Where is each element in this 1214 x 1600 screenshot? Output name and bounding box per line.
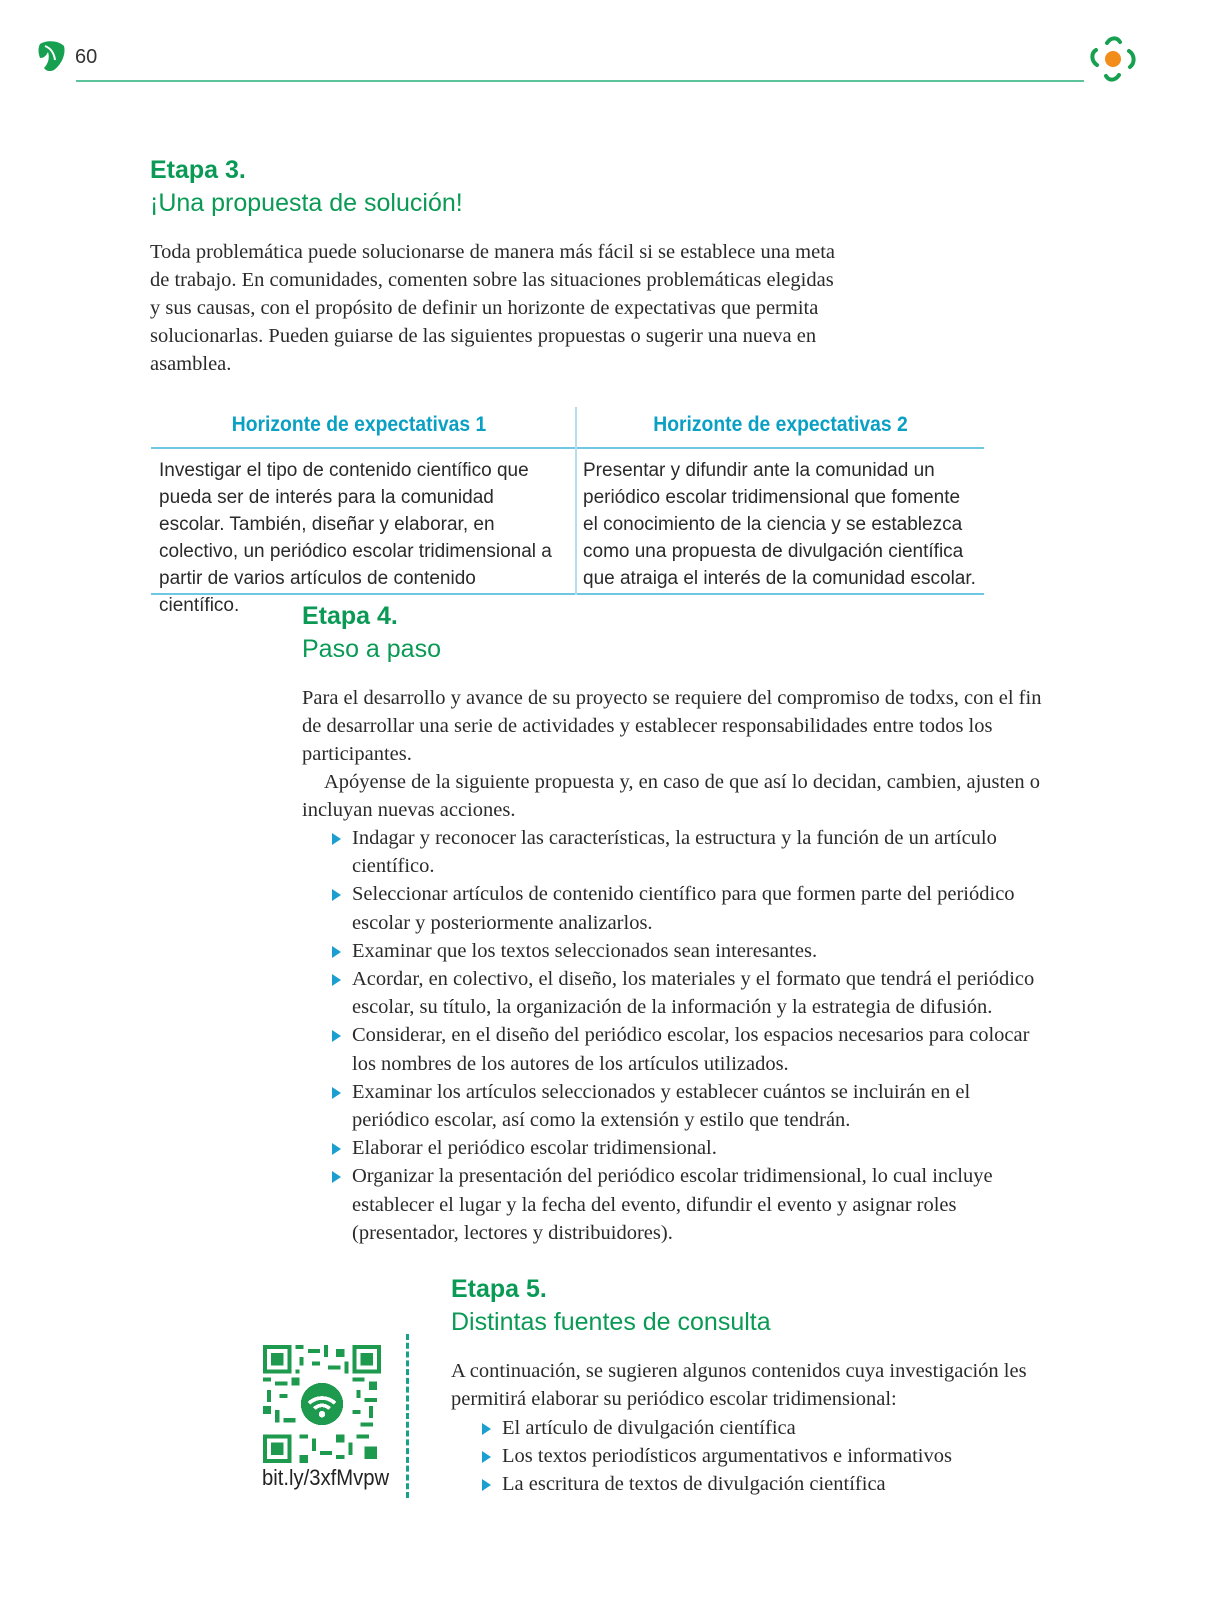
list-item xyxy=(478,1442,1078,1470)
list-item xyxy=(328,965,1052,1021)
stage5-subtitle: Distintas fuentes de consulta xyxy=(451,1308,771,1336)
list-item-text: Examinar que los textos seleccionados sean interesantes. xyxy=(352,939,818,962)
stage4-subtitle: Paso a paso xyxy=(302,635,441,663)
stage5-paragraph xyxy=(451,1357,1081,1413)
stage5-title: Etapa 5. xyxy=(451,1275,547,1303)
bullet-triangle-icon xyxy=(332,946,341,958)
stage4-heading xyxy=(302,600,441,666)
list-item-text: Considerar, en el diseño del periódico escolar, los espacios necesarios para colocar los nombres de los autores de los artículos utilizados. xyxy=(352,1024,1030,1075)
stage4-paragraph-2: Apóyense de la siguiente propuesta y, en caso de que así lo decidan, cambien, ajusten o incluyan nuevas acciones. xyxy=(302,771,1040,821)
table-header-1: Horizonte de expectativas 1 xyxy=(231,413,487,436)
table-cell-2: Presentar y difundir ante la comunidad un periódico escolar tridimensional que fomente el conocimiento de la ciencia y se establezca como una propuesta de divulgación científica que atraiga el interés de la comunidad escolar. xyxy=(583,460,976,589)
list-item xyxy=(328,937,1052,965)
bullet-triangle-icon xyxy=(482,1479,491,1491)
stage5-heading xyxy=(451,1273,771,1339)
list-item-text: Acordar, en colectivo, el diseño, los materiales y el formato que tendrá el periódico escolar, su título, la organización de la información y la estrategia de difusión. xyxy=(352,968,1035,1019)
bullet-triangle-icon xyxy=(332,833,341,845)
bullet-triangle-icon xyxy=(482,1423,491,1435)
header-rule xyxy=(76,80,1084,82)
list-item xyxy=(478,1414,1078,1442)
list-item xyxy=(328,1162,1052,1247)
stage3-paragraph xyxy=(150,238,840,378)
list-item-text: Indagar y reconocer las características, la estructura y la función de un artículo científico. xyxy=(352,827,997,878)
list-item xyxy=(478,1470,1078,1498)
qr-divider xyxy=(406,1334,409,1498)
table-cell-1: Investigar el tipo de contenido científico que pueda ser de interés para la comunidad escolar. También, diseñar y elaborar, en colectivo, un periódico escolar tridimensional a partir de varios artículos de contenido científico. xyxy=(159,460,552,616)
list-item xyxy=(328,824,1052,880)
qr-code-icon[interactable] xyxy=(263,1345,381,1463)
bullet-triangle-icon xyxy=(482,1451,491,1463)
qr-link[interactable]: bit.ly/3xfMvpw xyxy=(262,1465,390,1490)
table-column-1 xyxy=(151,407,567,619)
table-column-2 xyxy=(577,407,984,592)
table-header-2: Horizonte de expectativas 2 xyxy=(653,413,908,436)
list-item xyxy=(328,1021,1052,1077)
bullet-triangle-icon xyxy=(332,1087,341,1099)
stage4-paragraphs xyxy=(302,684,1044,824)
bullet-triangle-icon xyxy=(332,1143,341,1155)
community-logo-icon xyxy=(1087,33,1139,85)
stage3-text: Toda problemática puede solucionarse de manera más fácil si se establece una meta de trabajo. En comunidades, comenten sobre las situaciones problemáticas elegidas y sus causas, con el propósito de definir un horizonte de expectativas que permita solucionarlas. Pueden guiarse de las siguientes propuestas o sugerir una nueva en asamblea. xyxy=(150,241,836,375)
page-number: 60 xyxy=(75,46,98,68)
list-item xyxy=(328,1134,1052,1162)
list-item-text: Examinar los artículos seleccionados y establecer cuántos se incluirán en el periódico escolar, así como la extensión y estilo que tendrán. xyxy=(352,1080,971,1132)
list-item xyxy=(328,880,1052,936)
stage3-subtitle: ¡Una propuesta de solución! xyxy=(150,189,463,217)
stage4-list xyxy=(328,824,1052,1247)
list-item-text: Elaborar el periódico escolar tridimensional. xyxy=(352,1137,717,1160)
list-item-text: Seleccionar artículos de contenido científico para que formen parte del periódico escolar y posteriormente analizarlos. xyxy=(352,883,1015,934)
list-item-text: Los textos periodísticos argumentativos e informativos xyxy=(502,1445,952,1468)
stage4-paragraph-1: Para el desarrollo y avance de su proyecto se requiere del compromiso de todxs, con el fin de desarrollar una serie de actividades y establecer responsabilidades entre todos los participantes. xyxy=(302,687,1042,765)
bullet-triangle-icon xyxy=(332,974,341,986)
stage5-list xyxy=(478,1414,1078,1499)
bullet-triangle-icon xyxy=(332,1030,341,1042)
stage3-title: Etapa 3. xyxy=(150,156,246,184)
leaf-logo-icon xyxy=(36,38,68,74)
stage3-heading xyxy=(150,154,463,220)
bullet-triangle-icon xyxy=(332,1171,341,1183)
list-item xyxy=(328,1078,1052,1134)
list-item-text: El artículo de divulgación científica xyxy=(502,1417,796,1439)
list-item-text: La escritura de textos de divulgación científica xyxy=(502,1473,886,1496)
bullet-triangle-icon xyxy=(332,889,341,901)
list-item-text: Organizar la presentación del periódico escolar tridimensional, lo cual incluye establecer el lugar y la fecha del evento, difundir el evento y asignar roles (presentador, lectores y distribuidores). xyxy=(352,1165,993,1244)
stage4-title: Etapa 4. xyxy=(302,602,398,630)
stage5-text: A continuación, se sugieren algunos contenidos cuya investigación les permitirá elaborar su periódico escolar tridimensional: xyxy=(451,1360,1027,1410)
